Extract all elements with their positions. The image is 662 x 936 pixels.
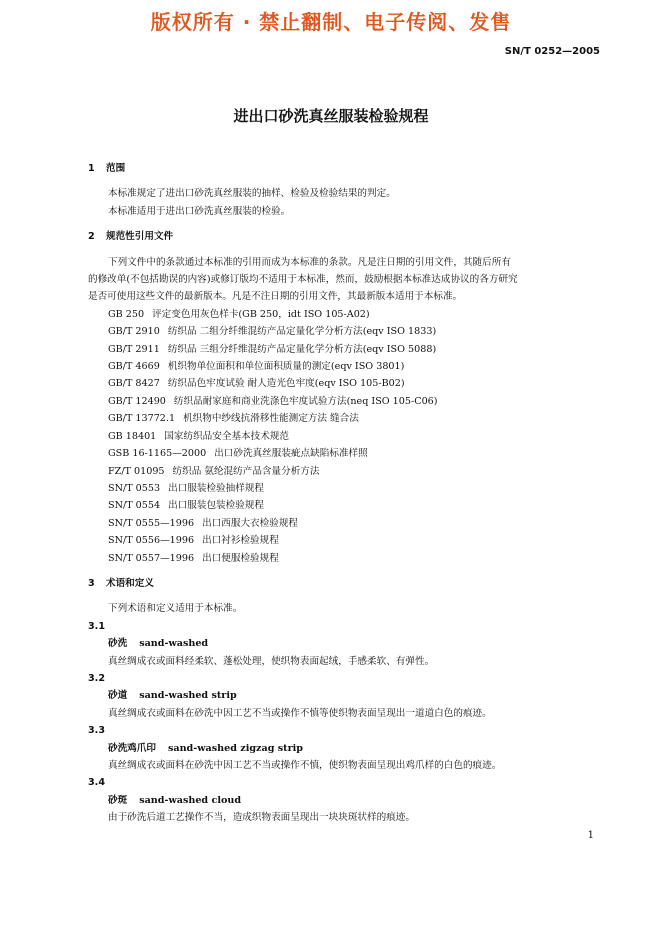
term-number: 3.4 bbox=[88, 777, 105, 789]
term-chinese: 砂斑 bbox=[108, 794, 128, 806]
reference-title: 出口砂洗真丝服装疵点缺陷标准样照 bbox=[214, 448, 368, 460]
term-english: sand-washed strip bbox=[139, 690, 237, 702]
document-body bbox=[88, 160, 603, 827]
reference-item bbox=[88, 323, 603, 340]
reference-item bbox=[88, 515, 603, 532]
section-number: 1 bbox=[88, 163, 95, 174]
reference-item bbox=[88, 306, 603, 323]
paragraph: 本标准规定了进出口砂洗真丝服装的抽样、检验及检验结果的判定。 bbox=[108, 188, 396, 200]
term-definition: 由于砂洗后道工艺操作不当，造成织物表面呈现出一块块斑状样的痕迹。 bbox=[108, 812, 415, 824]
term-english: sand-washed cloud bbox=[139, 794, 242, 806]
reference-title: 纺织品耐家庭和商业洗涤色牢度试验方法(neq ISO 105-C06) bbox=[173, 395, 438, 407]
reference-item bbox=[88, 463, 603, 480]
reference-code: SN/T 0553 bbox=[108, 482, 161, 494]
term-definition: 真丝绸成衣或面料在砂洗中因工艺不当或操作不慎，使织物表面呈现出鸡爪样的白色的痕迹。 bbox=[108, 760, 502, 771]
reference-title: 纺织品 三组分纤维混纺产品定量化学分析方法(eqv ISO 5088) bbox=[167, 343, 437, 355]
term-heading bbox=[88, 792, 603, 809]
term-heading bbox=[88, 740, 603, 757]
reference-code: SN/T 0554 bbox=[108, 500, 161, 512]
section-heading-normative-references bbox=[88, 228, 603, 245]
reference-title: 出口衬衫检验规程 bbox=[202, 535, 279, 547]
reference-item bbox=[88, 480, 603, 497]
term-chinese: 砂道 bbox=[108, 690, 128, 702]
reference-item bbox=[88, 497, 603, 514]
reference-code: GB 18401 bbox=[108, 430, 157, 442]
reference-item bbox=[88, 550, 603, 567]
reference-title: 机织物单位面积和单位面积质量的测定(eqv ISO 3801) bbox=[167, 361, 405, 373]
reference-title: 机织物中纱线抗滑移性能测定方法 缝合法 bbox=[183, 413, 359, 425]
reference-code: GB/T 13772.1 bbox=[108, 413, 176, 425]
watermark-notice: 版权所有 · 禁止翻制、电子传阅、发售 bbox=[150, 10, 512, 34]
reference-title: 纺织品色牢度试验 耐人造光色牢度(eqv ISO 105-B02) bbox=[167, 378, 405, 390]
paragraph: 下列术语和定义适用于本标准。 bbox=[108, 603, 243, 615]
term-number: 3.1 bbox=[88, 620, 105, 632]
term-heading bbox=[88, 635, 603, 652]
term-number: 3.2 bbox=[88, 672, 105, 684]
paragraph-line: 的修改单(不包括勘误的内容)或修订版均不适用于本标准，然而，鼓励根据本标准达成协议的各方研究 bbox=[88, 274, 518, 286]
reference-title: 出口西服大衣检验规程 bbox=[202, 517, 299, 529]
reference-code: SN/T 0556—1996 bbox=[108, 535, 195, 547]
reference-code: GB 250 bbox=[108, 308, 145, 320]
term-chinese: 砂洗 bbox=[108, 638, 128, 650]
term-chinese: 砂洗鸡爪印 bbox=[108, 742, 156, 754]
reference-code: GB/T 12490 bbox=[108, 395, 166, 407]
reference-title: 纺织品 二组分纤维混纺产品定量化学分析方法(eqv ISO 1833) bbox=[167, 326, 437, 338]
paragraph: 本标准适用于进出口砂洗真丝服装的检验。 bbox=[108, 205, 291, 217]
reference-code: SN/T 0557—1996 bbox=[108, 552, 195, 564]
reference-item bbox=[88, 375, 603, 392]
reference-item bbox=[88, 410, 603, 427]
section-heading-terms-definitions bbox=[88, 575, 603, 592]
reference-code: SN/T 0555—1996 bbox=[108, 517, 195, 529]
reference-title: 国家纺织品安全基本技术规范 bbox=[164, 430, 290, 442]
reference-title: 出口服装包装检验规程 bbox=[168, 500, 265, 512]
document-title: 进出口砂洗真丝服装检验规程 bbox=[233, 107, 429, 125]
reference-code: GB/T 4669 bbox=[108, 361, 160, 373]
section-number: 2 bbox=[88, 231, 95, 243]
section-number: 3 bbox=[88, 577, 95, 589]
term-heading bbox=[88, 687, 603, 704]
term-english: sand-washed bbox=[139, 638, 209, 650]
reference-code: GB/T 8427 bbox=[108, 378, 160, 390]
reference-item bbox=[88, 428, 603, 445]
standard-code: SN/T 0252—2005 bbox=[504, 46, 600, 57]
reference-title: 纺织品 氨纶混纺产品含量分析方法 bbox=[172, 465, 320, 477]
term-number: 3.3 bbox=[88, 725, 105, 737]
reference-title: 出口服装检验抽样规程 bbox=[168, 482, 265, 494]
reference-item bbox=[88, 341, 603, 358]
reference-item bbox=[88, 393, 603, 410]
reference-title: 评定变色用灰色样卡(GB 250，idt ISO 105-A02) bbox=[152, 308, 370, 320]
page-number: 1 bbox=[587, 830, 594, 841]
reference-item bbox=[88, 532, 603, 549]
term-definition: 真丝绸成衣或面料在砂洗中因工艺不当或操作不慎等使织物表面呈现出一道道白色的痕迹。 bbox=[108, 707, 492, 719]
reference-code: GB/T 2910 bbox=[108, 326, 160, 338]
reference-code: FZ/T 01095 bbox=[108, 465, 165, 477]
reference-code: GSB 16-1165—2000 bbox=[108, 448, 207, 460]
reference-code: GB/T 2911 bbox=[108, 343, 160, 355]
paragraph-line: 下列文件中的条款通过本标准的引用而成为本标准的条款。凡是注日期的引用文件，其随后所有 bbox=[108, 256, 511, 268]
reference-title: 出口便服检验规程 bbox=[202, 552, 279, 564]
term-english: sand-washed zigzag strip bbox=[167, 742, 304, 754]
section-title: 范围 bbox=[106, 163, 126, 174]
section-title: 术语和定义 bbox=[106, 577, 154, 589]
reference-item bbox=[88, 358, 603, 375]
paragraph-line: 是否可使用这些文件的最新版本。凡是不注日期的引用文件，其最新版本适用于本标准。 bbox=[88, 291, 463, 303]
section-title: 规范性引用文件 bbox=[106, 231, 174, 243]
term-definition: 真丝绸成衣或面料经柔软、蓬松处理，使织物表面起绒，手感柔软、有弹性。 bbox=[108, 655, 435, 667]
section-heading-scope bbox=[88, 160, 603, 177]
reference-item bbox=[88, 445, 603, 462]
